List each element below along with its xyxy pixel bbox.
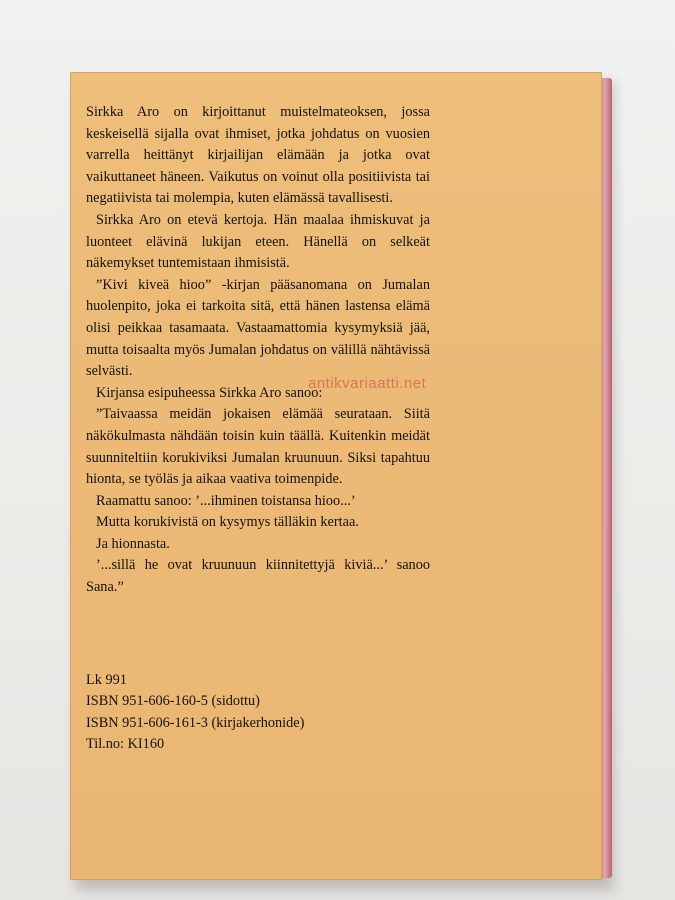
isbn-bookclub: ISBN 951-606-161-3 (kirjakerhonide) [86,714,305,731]
blurb-quote-1: ”Taivaassa meidän jokaisen elämää seurataan. Siitä näkökulmasta nähdään toisin kuin täällä. Kuitenkin meidät suunniteltiin korukiviksi Jumalan kruunuun. Siksi tapahtuu hionta, se työläs ja aikaa vaativa toimenpide. [86,406,430,488]
watermark-text: antikvariaatti.net [308,375,427,392]
blurb-quote-4: Ja hionnasta. [96,535,170,552]
blurb-quote-2: Raamattu sanoo: ’...ihminen toistansa hioo...’ [96,492,356,509]
blurb-quote-5: ’...sillä he ovat kruunuun kiinnitettyjä kiviä...’ sanoo Sana.” [86,557,430,596]
blurb-paragraph-4: Kirjansa esipuheessa Sirkka Aro sanoo: [96,384,323,401]
catalog-codes [86,670,304,756]
blurb-quote-3: Mutta korukivistä on kysymys tälläkin kertaa. [96,514,359,531]
isbn-hardcover: ISBN 951-606-160-5 (sidottu) [86,693,260,710]
blurb-paragraph-2: Sirkka Aro on etevä kertoja. Hän maalaa ihmiskuvat ja luonteet elävinä lukijan eteen. Hänellä on selkeät näkemykset tuntemistaan ihmisistä. [86,211,430,272]
back-cover-blurb [86,102,430,599]
order-number: Til.no: KI160 [86,736,165,753]
blurb-paragraph-3: ”Kivi kiveä hioo” -kirjan pääsanomana on Jumalan huolenpito, joka ei tarkoita sitä, että hänen lastensa elämä olisi peikkaa tasamaata. Vastaamattomia kysymyksiä jää, mutta toisaalta myös Jumalan johdatus on välillä nähtävissä selvästi. [86,276,430,380]
blurb-paragraph-1: Sirkka Aro on kirjoittanut muistelmateoksen, jossa keskeisellä sijalla ovat ihmiset, jotka johdatus on vuosien varrella heittänyt kirjailijan elämään ja jotka ovat vaikuttaneet häneen. Vaikutus on voinut olla positiivista tai negatiivista tai molempia, kuten elämässä tavallisesti. [86,104,430,207]
library-class-code: Lk 991 [86,672,127,688]
